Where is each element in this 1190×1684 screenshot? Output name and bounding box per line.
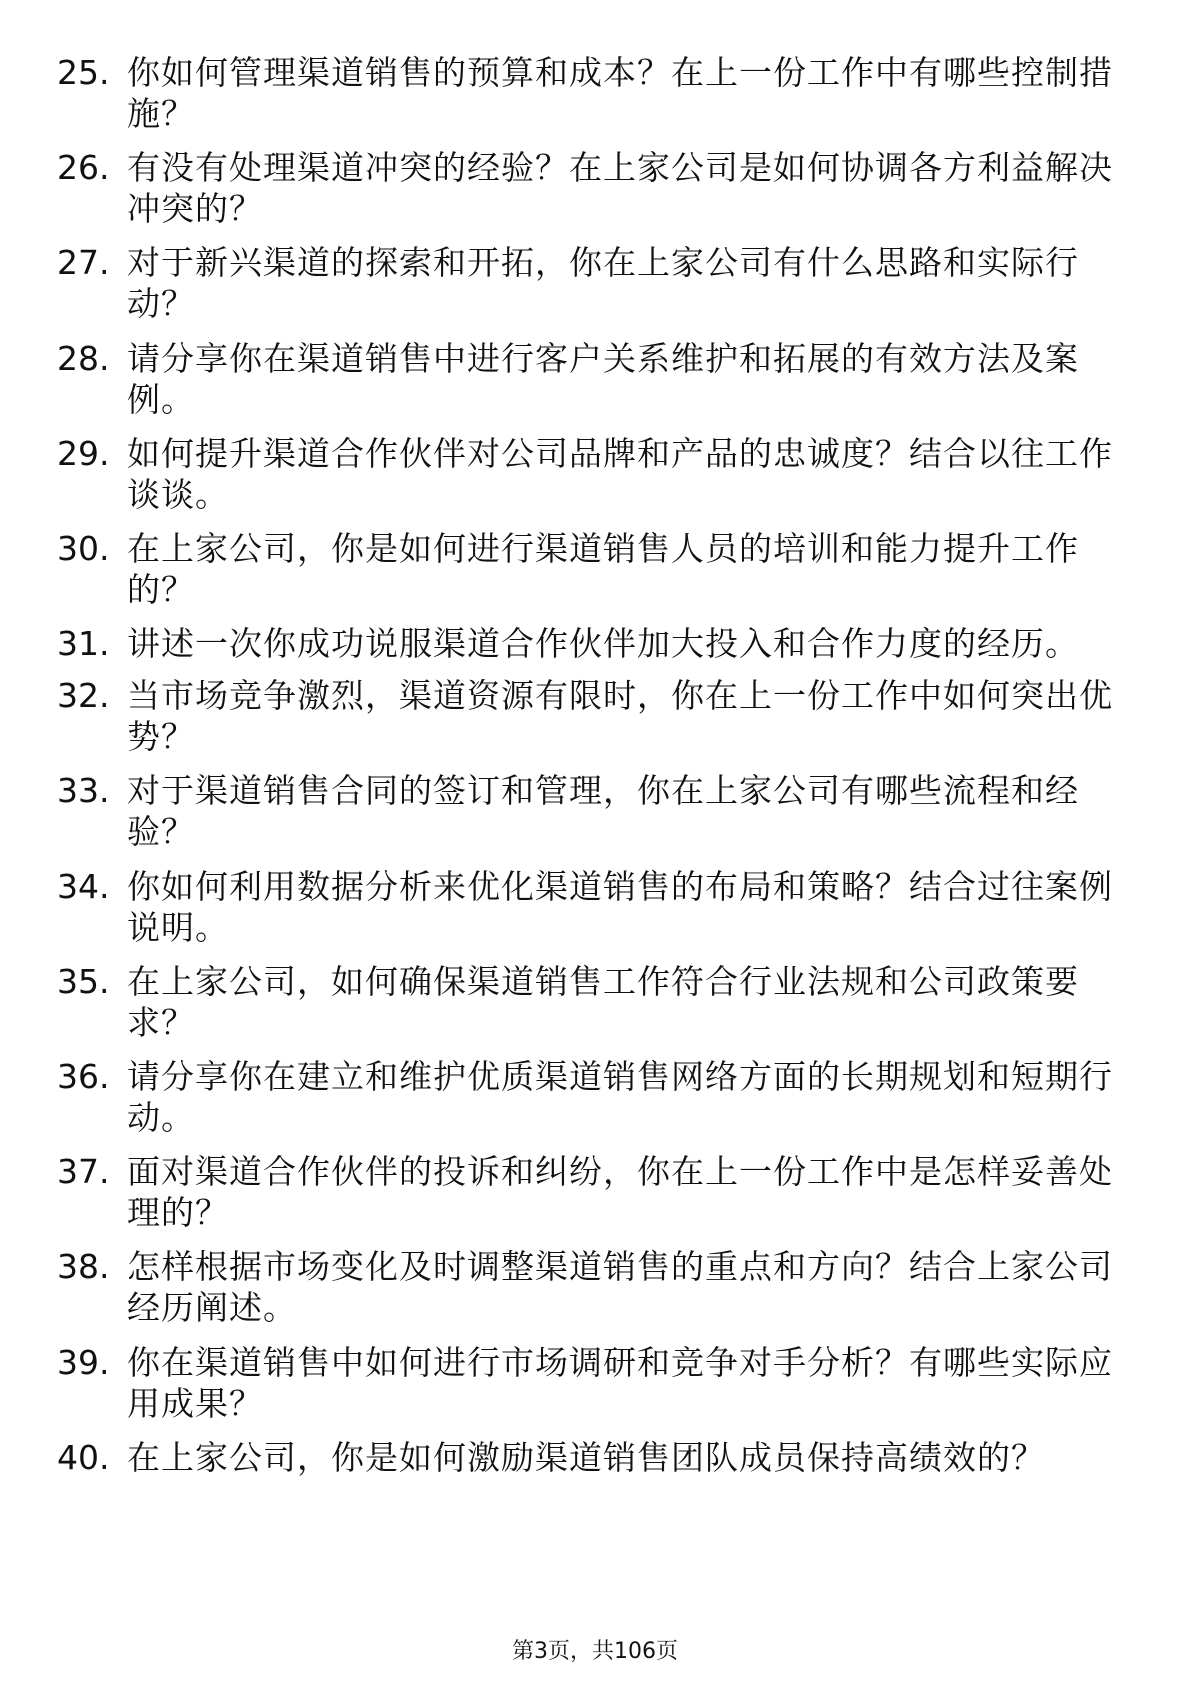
- question-text: 请分享你在建立和维护优质渠道销售网络方面的长期规划和短期行动。: [127, 1057, 1113, 1137]
- question-number: 32.: [57, 676, 110, 715]
- question-item: [57, 866, 1147, 948]
- question-text: 你在渠道销售中如何进行市场调研和竞争对手分析？有哪些实际应用成果？: [127, 1343, 1113, 1423]
- question-item: [57, 433, 1147, 515]
- question-text: 有没有处理渠道冲突的经验？在上家公司是如何协调各方利益解决冲突的？: [127, 148, 1113, 228]
- question-number: 30.: [57, 529, 110, 568]
- question-number: 25.: [57, 53, 110, 92]
- question-item: [57, 1056, 1147, 1138]
- question-item: [57, 770, 1147, 852]
- question-number: 31.: [57, 624, 110, 663]
- question-item: [57, 242, 1147, 324]
- question-number: 28.: [57, 339, 110, 378]
- question-text: 讲述一次你成功说服渠道合作伙伴加大投入和合作力度的经历。: [127, 624, 1079, 663]
- question-item: [57, 147, 1147, 229]
- page-number: 第3页，共106页: [512, 1639, 678, 1664]
- question-text: 在上家公司，你是如何激励渠道销售团队成员保持高绩效的？: [127, 1438, 1045, 1477]
- question-item: [57, 338, 1147, 420]
- question-number: 38.: [57, 1247, 110, 1286]
- question-text: 对于新兴渠道的探索和开拓，你在上家公司有什么思路和实际行动？: [127, 243, 1079, 323]
- question-item: [57, 623, 1147, 664]
- question-text: 对于渠道销售合同的签订和管理，你在上家公司有哪些流程和经验？: [127, 771, 1079, 851]
- question-item: [57, 675, 1147, 757]
- question-number: 34.: [57, 867, 110, 906]
- question-text: 面对渠道合作伙伴的投诉和纠纷，你在上一份工作中是怎样妥善处理的？: [127, 1152, 1113, 1232]
- question-number: 39.: [57, 1343, 110, 1382]
- question-item: [57, 1437, 1147, 1478]
- question-number: 26.: [57, 148, 110, 187]
- question-text: 当市场竞争激烈，渠道资源有限时，你在上一份工作中如何突出优势？: [127, 676, 1113, 756]
- question-text: 请分享你在渠道销售中进行客户关系维护和拓展的有效方法及案例。: [127, 339, 1079, 419]
- question-text: 你如何利用数据分析来优化渠道销售的布局和策略？结合过往案例说明。: [127, 867, 1113, 947]
- question-text: 如何提升渠道合作伙伴对公司品牌和产品的忠诚度？结合以往工作谈谈。: [127, 434, 1113, 514]
- question-item: [57, 528, 1147, 610]
- question-item: [57, 1246, 1147, 1328]
- question-text: 怎样根据市场变化及时调整渠道销售的重点和方向？结合上家公司经历阐述。: [127, 1247, 1113, 1327]
- question-number: 40.: [57, 1438, 110, 1477]
- question-number: 35.: [57, 962, 110, 1001]
- question-number: 33.: [57, 771, 110, 810]
- question-item: [57, 52, 1147, 134]
- question-item: [57, 1342, 1147, 1424]
- question-item: [57, 1151, 1147, 1233]
- question-text: 你如何管理渠道销售的预算和成本？在上一份工作中有哪些控制措施？: [127, 53, 1113, 133]
- question-item: [57, 961, 1147, 1043]
- question-number: 27.: [57, 243, 110, 282]
- question-number: 29.: [57, 434, 110, 473]
- question-number: 37.: [57, 1152, 110, 1191]
- question-text: 在上家公司，你是如何进行渠道销售人员的培训和能力提升工作的？: [127, 529, 1079, 609]
- question-number: 36.: [57, 1057, 110, 1096]
- question-text: 在上家公司，如何确保渠道销售工作符合行业法规和公司政策要求？: [127, 962, 1079, 1042]
